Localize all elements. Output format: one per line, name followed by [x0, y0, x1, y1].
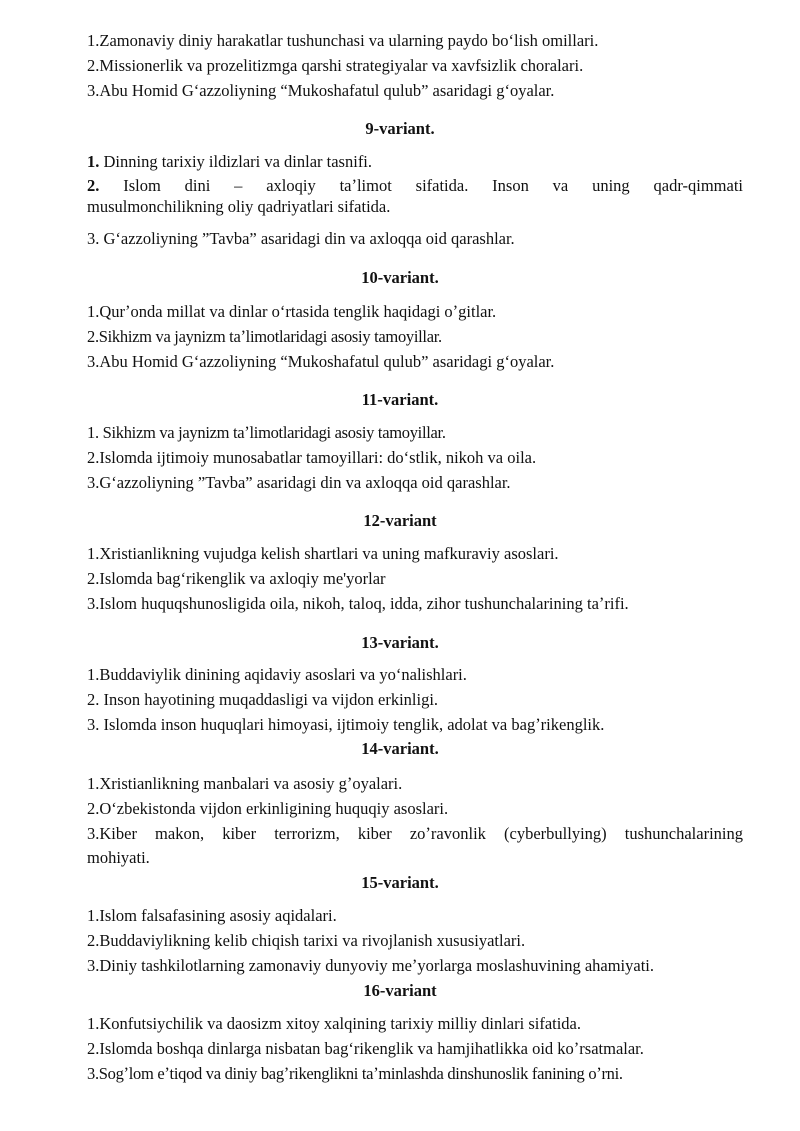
variant-15-item-3: 3.Diniy tashkilotlarning zamonaviy dunyoviy meʼyorlarga moslashuvining ahamiyati.: [87, 956, 655, 975]
variant-15-heading: 15-variant.: [361, 873, 439, 892]
variant-9-item-1: [87, 152, 372, 172]
variant-16-item-2: 2.Islomda boshqa dinlarga nisbatan bagʻrikenglik va hamjihatlikka oid koʼrsatmalar.: [87, 1039, 644, 1058]
variant-9-heading: 9-variant.: [365, 119, 435, 138]
variant-10-item-3: 3.Abu Homid Gʻazzoliyning “Mukoshafatul qulub” asaridagi gʻoyalar.: [87, 352, 555, 371]
variant-12-heading: 12-variant: [363, 511, 437, 530]
item-number: 1.: [87, 152, 100, 171]
variant-9-item-3: 3. Gʻazzoliyning ”Tavba” asaridagi din va axloqqa oid qarashlar.: [87, 229, 515, 248]
variant-12-item-2: 2.Islomda bagʻrikenglik va axloqiy me'yorlar: [87, 569, 386, 588]
variant-13-item-2: 2. Inson hayotining muqaddasligi va vijdon erkinligi.: [87, 690, 439, 709]
variant-15-item-2: 2.Buddaviylikning kelib chiqish tarixi va rivojlanish xususiyatlari.: [87, 931, 526, 950]
variant-11-item-2: 2.Islomda ijtimoiy munosabatlar tamoyillari: doʻstlik, nikoh va oila.: [87, 448, 537, 467]
variant-13-heading: 13-variant.: [361, 633, 439, 652]
variant-14-item-1: 1.Xristianlikning manbalari va asosiy gʼoyalari.: [87, 774, 403, 793]
variant-12-item-3: 3.Islom huquqshunosligida oila, nikoh, taloq, idda, zihor tushunchalarining taʼrifi.: [87, 594, 629, 613]
item-number: 2.: [87, 176, 100, 195]
variant-13-item-3: 3. Islomda inson huquqlari himoyasi, ijtimoiy tenglik, adolat va bagʼrikenglik.: [87, 715, 605, 734]
variant-10-item-1: 1.Qurʼonda millat va dinlar oʻrtasida tenglik haqidagi oʼgitlar.: [87, 302, 497, 321]
variant-16-item-1: 1.Konfutsiychilik va daosizm xitoy xalqining tarixiy milliy dinlari sifatida.: [87, 1014, 582, 1033]
variant-12-item-1: 1.Xristianlikning vujudga kelish shartlari va uning mafkuraviy asoslari.: [87, 544, 559, 563]
item-text: Dinning tarixiy ildizlari va dinlar tasnifi.: [99, 152, 373, 171]
variant-9-item-2: [87, 176, 743, 196]
variant-11-item-1: 1. Sikhizm va jaynizm taʼlimotlaridagi asosiy tamoyillar.: [87, 423, 446, 442]
variant-14-item-3-continued: mohiyati.: [87, 848, 150, 867]
top-item-3: 3.Abu Homid Gʻazzoliyning “Mukoshafatul qulub” asaridagi gʻoyalar.: [87, 81, 555, 100]
top-item-2: 2.Missionerlik va prozelitizmga qarshi strategiyalar va xavfsizlik choralari.: [87, 56, 584, 75]
variant-14-item-3: 3.Kiber makon, kiber terrorizm, kiber zoʼravonlik (cyberbullying) tushunchalarining: [87, 824, 743, 843]
variant-13-item-1: 1.Buddaviylik dinining aqidaviy asoslari va yoʻnalishlari.: [87, 665, 467, 684]
variant-11-item-3: 3.Gʻazzoliyning ”Tavba” asaridagi din va axloqqa oid qarashlar.: [87, 473, 511, 492]
variant-11-heading: 11-variant.: [361, 390, 439, 409]
item-text: Islom dini – axloqiy taʼlimot sifatida. Inson va uning qadr-qimmati: [99, 176, 743, 195]
variant-10-item-2: 2.Sikhizm va jaynizm taʼlimotlaridagi asosiy tamoyillar.: [87, 327, 442, 346]
variant-14-heading: 14-variant.: [361, 739, 439, 758]
variant-16-item-3: 3.Sogʼlom eʼtiqod va diniy bagʼrikenglikni taʼminlashda dinshunoslik fanining oʼrni.: [87, 1064, 623, 1083]
variant-15-item-1: 1.Islom falsafasining asosiy aqidalari.: [87, 906, 337, 925]
variant-14-item-2: 2.Oʻzbekistonda vijdon erkinligining huquqiy asoslari.: [87, 799, 449, 818]
variant-10-heading: 10-variant.: [361, 268, 439, 287]
variant-16-heading: 16-variant: [363, 981, 437, 1000]
top-item-1: 1.Zamonaviy diniy harakatlar tushunchasi va ularning paydo boʻlish omillari.: [87, 31, 599, 50]
variant-9-item-2-continued: musulmonchilikning oliy qadriyatlari sifatida.: [87, 197, 391, 216]
